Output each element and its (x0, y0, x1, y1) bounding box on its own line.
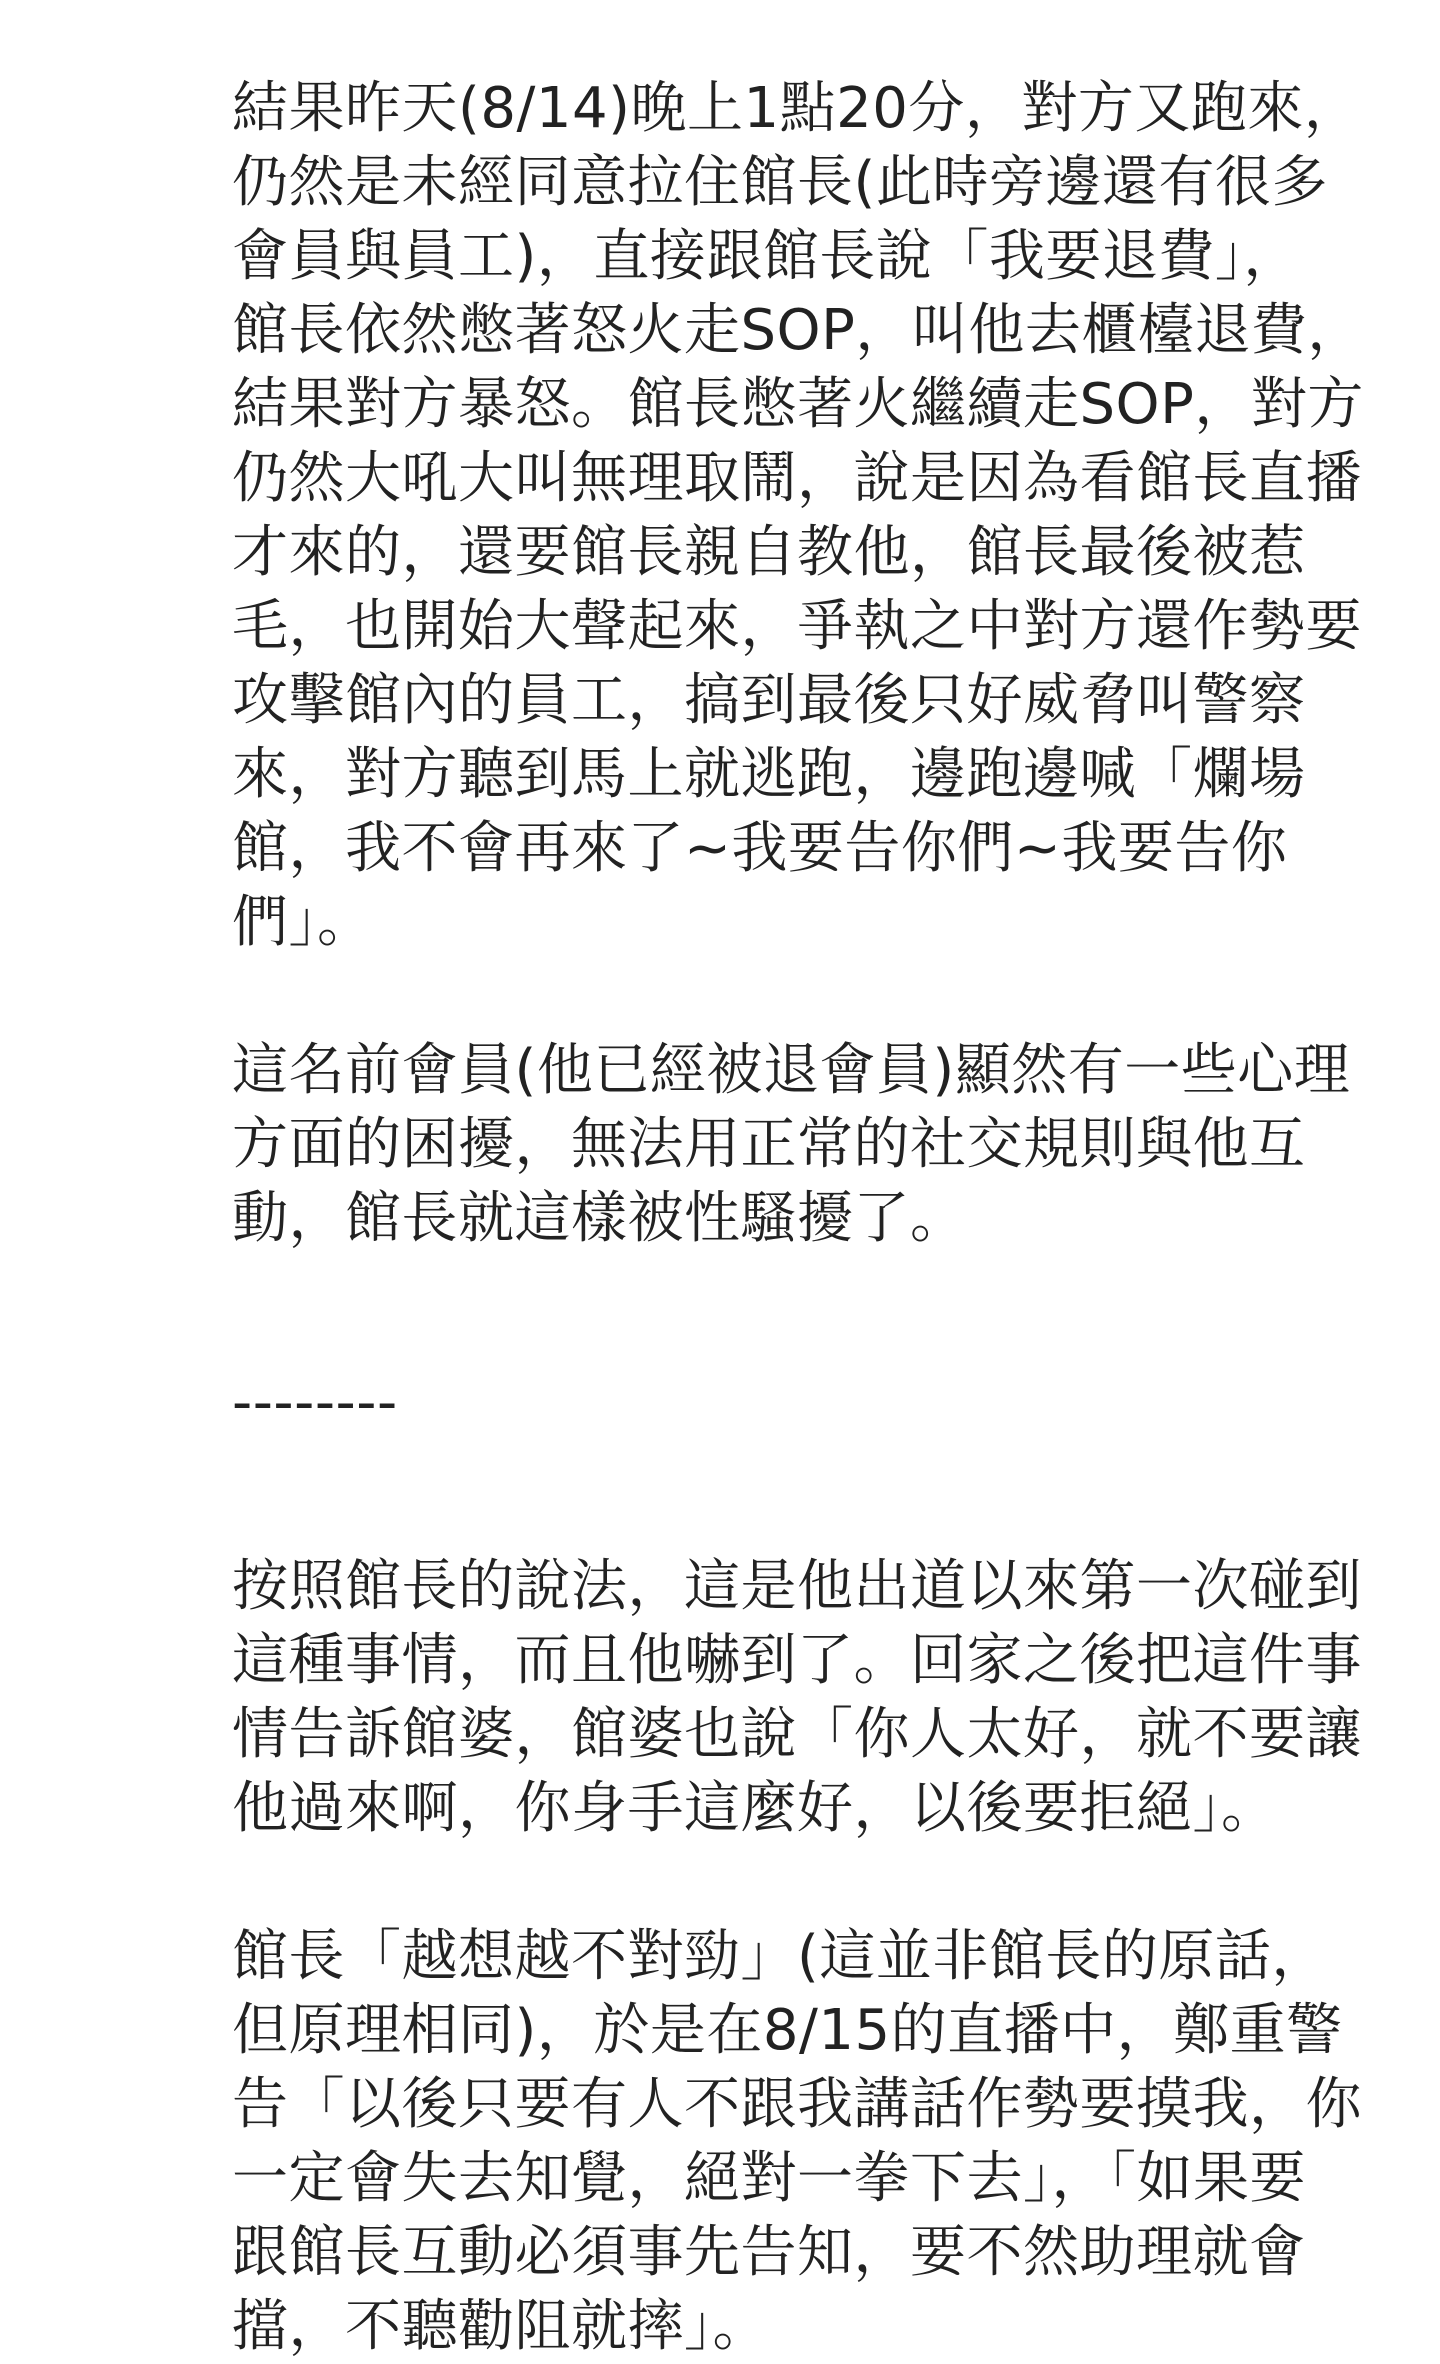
text-line: 這名前會員(他已經被退會員)顯然有一些心理 (232, 1038, 1351, 1103)
text-line: 他過來啊，你身手這麼好，以後要拒絕」。 (232, 1776, 1278, 1841)
text-line: 一定會失去知覺，絕對一拳下去」，「如果要 (232, 2146, 1306, 2211)
text-line: 才來的，還要館長親自教他，館長最後被惹 (232, 520, 1306, 585)
paragraph-spacer (232, 1256, 1412, 1366)
text-line: 方面的困擾，無法用正常的社交規則與他互 (232, 1112, 1306, 1177)
section-divider (232, 1366, 1412, 1440)
text-line: 情告訴館婆，館婆也說「你人太好，就不要讓 (232, 1702, 1362, 1767)
text-line: 們」。 (232, 890, 374, 955)
text-line: 毛，也開始大聲起來，爭執之中對方還作勢要 (232, 594, 1362, 659)
text-line: 結果昨天(8/14)晚上1點20分，對方又跑來， (232, 76, 1361, 141)
text-line: 這種事情，而且他嚇到了。回家之後把這件事 (232, 1628, 1362, 1693)
text-line: 仍然是未經同意拉住館長(此時旁邊還有很多 (232, 150, 1328, 215)
text-line: 會員與員工)，直接跟館長說「我要退費」， (232, 224, 1300, 289)
text-line: 按照館長的說法，這是他出道以來第一次碰到 (232, 1554, 1362, 1619)
text-line: 動，館長就這樣被性騷擾了。 (232, 1186, 967, 1251)
text-line: 攻擊館內的員工，搞到最後只好威脅叫警察 (232, 668, 1306, 733)
paragraph-spacer (232, 1440, 1412, 1550)
text-line: 告「以後只要有人不跟我講話作勢要摸我，你 (232, 2072, 1362, 2137)
text-line: 擋，不聽勸阻就摔」。 (232, 2294, 769, 2359)
paragraph-incident (232, 72, 1412, 960)
text-line: 但原理相同)，於是在8/15的直播中，鄭重警 (232, 1998, 1343, 2063)
text-line: 結果對方暴怒。館長憋著火繼續走SOP，對方 (232, 372, 1364, 437)
text-line: 跟館長互動必須事先告知，要不然助理就會 (232, 2220, 1306, 2285)
paragraph-account (232, 1550, 1412, 1846)
text-line: 來，對方聽到馬上就逃跑，邊跑邊喊「爛場 (232, 742, 1306, 807)
paragraph-former-member (232, 1034, 1412, 1256)
text-line: 館長「越想越不對勁」(這並非館長的原話， (232, 1924, 1328, 1989)
paragraph-warning (232, 1920, 1412, 2364)
text-line: 仍然大吼大叫無理取鬧，說是因為看館長直播 (232, 446, 1362, 511)
paragraph-spacer (232, 1846, 1412, 1920)
divider-dashes: -------- (232, 1370, 398, 1435)
text-line: 館，我不會再來了~我要告你們~我要告你 (232, 816, 1288, 881)
text-line: 館長依然憋著怒火走SOP，叫他去櫃檯退費， (232, 298, 1364, 363)
paragraph-spacer (232, 960, 1412, 1034)
article-body (232, 72, 1412, 2364)
